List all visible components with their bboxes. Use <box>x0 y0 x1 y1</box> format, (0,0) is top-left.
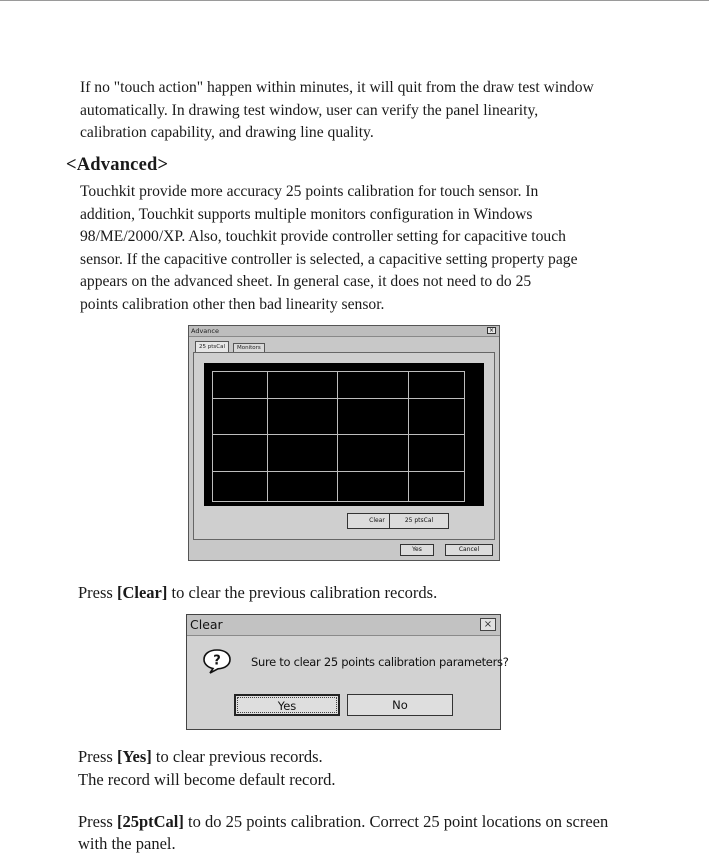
advance-dialog-title: Advance <box>191 327 219 335</box>
advanced-paragraph <box>80 181 680 316</box>
press-yes-before: Press <box>78 747 117 766</box>
top-rule <box>0 0 709 1</box>
clear-dialog-title: Clear <box>190 617 223 632</box>
press-yes-after: to clear previous records. <box>151 747 323 766</box>
cancel-button[interactable]: Cancel <box>445 544 493 556</box>
press-25-key: [25ptCal] <box>116 812 184 831</box>
clear-button[interactable]: Clear <box>347 513 407 529</box>
advanced-heading: <Advanced> <box>66 155 169 175</box>
advanced-line: appears on the advanced sheet. In general case, it does not need to do 25 <box>80 273 532 290</box>
tab-panel <box>193 352 495 540</box>
clear-dialog-message: Sure to clear 25 points calibration parameters? <box>251 655 509 669</box>
intro-line: calibration capability, and drawing line quality. <box>80 124 374 141</box>
25ptscal-button[interactable]: 25 ptsCal <box>389 513 449 529</box>
grid-line <box>464 371 465 502</box>
close-icon[interactable]: × <box>488 327 495 334</box>
tab-25ptscal[interactable]: 25 ptsCal <box>195 341 229 353</box>
advanced-line: points calibration other then bad linearity sensor. <box>80 295 385 313</box>
grid-line <box>212 371 213 502</box>
calibration-grid <box>204 363 484 506</box>
press-clear-before: Press <box>78 583 117 602</box>
press-25-line2: with the panel. <box>78 834 176 853</box>
grid-line <box>212 471 464 472</box>
grid-line <box>212 501 464 502</box>
press-25-text <box>78 810 608 833</box>
no-button[interactable]: No <box>347 694 453 716</box>
grid-line <box>212 434 464 435</box>
intro-paragraph <box>80 77 680 145</box>
tab-monitors[interactable]: Monitors <box>233 343 265 353</box>
intro-line: If no "touch action" happen within minutes, it will quit from the draw test window <box>80 79 594 96</box>
press-clear-key: [Clear] <box>116 583 168 602</box>
advance-dialog <box>188 325 500 561</box>
grid-line <box>267 371 268 502</box>
question-icon <box>202 648 232 674</box>
grid-line <box>212 371 464 372</box>
advanced-line: addition, Touchkit supports multiple monitors configuration in Windows <box>80 205 533 223</box>
grid-line <box>212 398 464 399</box>
grid-line <box>408 371 409 502</box>
press-yes-key: [Yes] <box>116 747 152 766</box>
yes-button[interactable]: Yes <box>234 694 340 716</box>
advanced-line: sensor. If the capacitive controller is selected, a capacitive setting property page <box>80 250 578 268</box>
clear-dialog <box>186 614 509 730</box>
press-yes-text <box>78 745 323 768</box>
press-25-before: Press <box>78 812 117 831</box>
intro-line: automatically. In drawing test window, user can verify the panel linearity, <box>80 101 539 119</box>
clear-dialog-titlebar <box>187 615 500 636</box>
press-yes-line2: The record will become default record. <box>78 770 336 789</box>
svg-text:?: ? <box>213 653 221 669</box>
advance-dialog-titlebar <box>189 326 499 337</box>
press-clear-after: to clear the previous calibration records. <box>167 583 438 602</box>
yes-button[interactable]: Yes <box>400 544 434 556</box>
grid-line <box>337 371 338 502</box>
advanced-line: 98/ME/2000/XP. Also, touchkit provide controller setting for capacitive touch <box>80 228 566 245</box>
advanced-line: Touchkit provide more accuracy 25 points calibration for touch sensor. In <box>80 183 539 200</box>
close-icon[interactable]: × <box>480 618 496 631</box>
press-clear-text <box>78 581 437 604</box>
press-25-after: to do 25 points calibration. Correct 25 point locations on screen <box>183 812 609 831</box>
